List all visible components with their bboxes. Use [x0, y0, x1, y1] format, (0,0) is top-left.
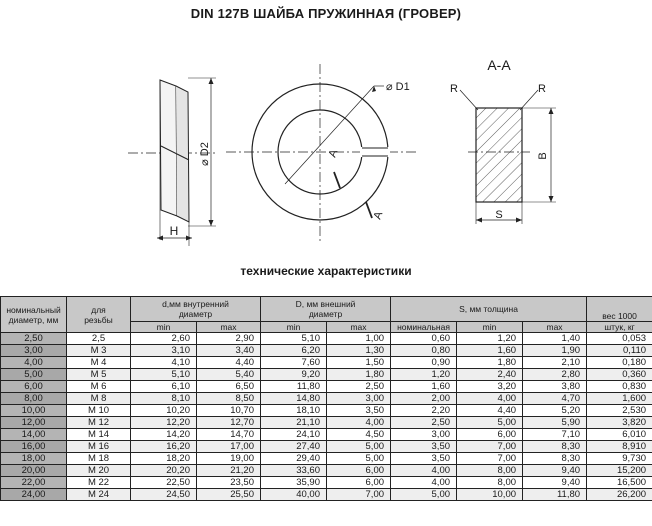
cell-s-min: 4,40 [457, 405, 523, 417]
cell-D-min: 40,00 [261, 489, 327, 501]
cell-weight: 3,820 [587, 417, 652, 429]
cell-D-min: 9,20 [261, 369, 327, 381]
cell-d-max: 14,70 [197, 429, 261, 441]
label-s: S [495, 209, 503, 221]
cell-D-min: 21,10 [261, 417, 327, 429]
table-row [1, 405, 652, 417]
cell-thread: М 8 [67, 393, 131, 405]
cell-nominal-diameter: 20,00 [1, 465, 67, 477]
table-row [1, 357, 652, 369]
cell-s-nominal: 3,50 [391, 441, 457, 453]
cell-d-max: 12,70 [197, 417, 261, 429]
cell-d-max: 2,90 [197, 333, 261, 345]
cell-d-min: 4,10 [131, 357, 197, 369]
cell-s-max: 8,30 [523, 453, 587, 465]
cell-s-min: 10,00 [457, 489, 523, 501]
cell-D-min: 5,10 [261, 333, 327, 345]
cell-D-max: 6,00 [327, 465, 391, 477]
cell-D-max: 6,00 [327, 477, 391, 489]
header-s-min: min [457, 322, 523, 333]
header-D-max: max [327, 322, 391, 333]
cell-s-nominal: 1,60 [391, 381, 457, 393]
header-s-nominal: номинальная [391, 322, 457, 333]
cell-D-min: 24,10 [261, 429, 327, 441]
table-row [1, 453, 652, 465]
cell-d-min: 20,20 [131, 465, 197, 477]
cell-weight: 15,200 [587, 465, 652, 477]
spec-table-body [1, 333, 652, 501]
cell-D-min: 18,10 [261, 405, 327, 417]
cell-weight: 0,180 [587, 357, 652, 369]
table-row [1, 441, 652, 453]
cell-d-min: 14,20 [131, 429, 197, 441]
cell-thread: М 16 [67, 441, 131, 453]
cell-s-max: 9,40 [523, 465, 587, 477]
table-row [1, 429, 652, 441]
cell-s-max: 2,10 [523, 357, 587, 369]
cell-thread: М 14 [67, 429, 131, 441]
cell-D-max: 2,50 [327, 381, 391, 393]
cell-D-max: 4,50 [327, 429, 391, 441]
cell-weight: 2,530 [587, 405, 652, 417]
cell-d-max: 8,50 [197, 393, 261, 405]
label-b: B [537, 152, 549, 160]
cell-d-max: 25,50 [197, 489, 261, 501]
cell-thread: М 6 [67, 381, 131, 393]
cell-thread: М 22 [67, 477, 131, 489]
cell-d-min: 5,10 [131, 369, 197, 381]
cell-D-min: 35,90 [261, 477, 327, 489]
cell-d-min: 3,10 [131, 345, 197, 357]
cell-d-max: 5,40 [197, 369, 261, 381]
table-row [1, 477, 652, 489]
header-d-min: min [131, 322, 197, 333]
cell-d-max: 3,40 [197, 345, 261, 357]
cell-s-min: 4,00 [457, 393, 523, 405]
cell-thread: М 3 [67, 345, 131, 357]
cut-label-bottom: A [371, 210, 386, 222]
table-row [1, 465, 652, 477]
cell-D-max: 1,50 [327, 357, 391, 369]
cell-s-min: 7,00 [457, 453, 523, 465]
cell-D-max: 5,00 [327, 453, 391, 465]
cell-nominal-diameter: 4,00 [1, 357, 67, 369]
cell-s-max: 11,80 [523, 489, 587, 501]
cell-s-max: 5,90 [523, 417, 587, 429]
cell-weight: 16,500 [587, 477, 652, 489]
table-row [1, 333, 652, 345]
cell-s-nominal: 4,00 [391, 477, 457, 489]
cell-thread: М 12 [67, 417, 131, 429]
header-weight-unit: штук, кг [587, 322, 652, 333]
cell-weight: 0,360 [587, 369, 652, 381]
cell-nominal-diameter: 22,00 [1, 477, 67, 489]
cell-s-min: 5,00 [457, 417, 523, 429]
cell-d-max: 6,50 [197, 381, 261, 393]
header-s-max: max [523, 322, 587, 333]
cell-nominal-diameter: 24,00 [1, 489, 67, 501]
cell-d-min: 16,20 [131, 441, 197, 453]
cell-weight: 9,730 [587, 453, 652, 465]
cell-nominal-diameter: 16,00 [1, 441, 67, 453]
cell-d-min: 18,20 [131, 453, 197, 465]
cell-D-max: 5,00 [327, 441, 391, 453]
cell-s-min: 1,80 [457, 357, 523, 369]
cell-nominal-diameter: 10,00 [1, 405, 67, 417]
cell-s-nominal: 2,20 [391, 405, 457, 417]
label-h: H [169, 224, 179, 238]
cell-s-nominal: 3,50 [391, 453, 457, 465]
cell-D-min: 27,40 [261, 441, 327, 453]
cell-s-max: 8,30 [523, 441, 587, 453]
cell-D-min: 29,40 [261, 453, 327, 465]
cell-s-nominal: 4,00 [391, 465, 457, 477]
header-thickness: S, мм толщина [391, 297, 587, 322]
cell-s-min: 2,40 [457, 369, 523, 381]
cell-thread: М 5 [67, 369, 131, 381]
cell-s-max: 1,90 [523, 345, 587, 357]
cell-D-max: 3,50 [327, 405, 391, 417]
cell-d-max: 23,50 [197, 477, 261, 489]
header-inner-diameter: d,мм внутренний диаметр [131, 297, 261, 322]
cell-D-max: 4,00 [327, 417, 391, 429]
cell-d-min: 8,10 [131, 393, 197, 405]
technical-drawing [0, 28, 652, 260]
cell-D-min: 6,20 [261, 345, 327, 357]
cell-nominal-diameter: 3,00 [1, 345, 67, 357]
header-weight: вес 1000 [587, 297, 652, 322]
cell-nominal-diameter: 18,00 [1, 453, 67, 465]
cell-weight: 8,910 [587, 441, 652, 453]
cell-s-min: 8,00 [457, 477, 523, 489]
cell-D-max: 1,00 [327, 333, 391, 345]
cell-d-max: 21,20 [197, 465, 261, 477]
table-row [1, 369, 652, 381]
cell-s-min: 3,20 [457, 381, 523, 393]
cell-d-min: 6,10 [131, 381, 197, 393]
cell-s-nominal: 1,20 [391, 369, 457, 381]
cell-thread: 2,5 [67, 333, 131, 345]
cell-thread: М 4 [67, 357, 131, 369]
cell-d-min: 24,50 [131, 489, 197, 501]
cell-s-nominal: 0,80 [391, 345, 457, 357]
cell-nominal-diameter: 14,00 [1, 429, 67, 441]
cell-thread: М 18 [67, 453, 131, 465]
header-thread: для резьбы [67, 297, 131, 333]
cell-weight: 0,053 [587, 333, 652, 345]
cell-s-nominal: 3,00 [391, 429, 457, 441]
cell-s-max: 4,70 [523, 393, 587, 405]
header-nominal-diameter: номинальный диаметр, мм [1, 297, 67, 333]
cell-d-min: 22,50 [131, 477, 197, 489]
cell-d-min: 12,20 [131, 417, 197, 429]
spec-table-header [1, 297, 652, 333]
cell-s-min: 8,00 [457, 465, 523, 477]
cell-s-min: 1,60 [457, 345, 523, 357]
table-row [1, 345, 652, 357]
cell-D-min: 11,80 [261, 381, 327, 393]
section-subtitle: технические характеристики [240, 264, 412, 278]
cell-D-min: 14,80 [261, 393, 327, 405]
cell-D-min: 7,60 [261, 357, 327, 369]
header-outer-diameter: D, мм внешний диаметр [261, 297, 391, 322]
cell-D-max: 1,80 [327, 369, 391, 381]
cell-nominal-diameter: 5,00 [1, 369, 67, 381]
cell-s-nominal: 2,50 [391, 417, 457, 429]
cell-weight: 6,010 [587, 429, 652, 441]
label-r-left: R [450, 83, 458, 95]
cell-s-max: 1,40 [523, 333, 587, 345]
label-d2: ⌀ D2 [199, 142, 211, 166]
cell-s-nominal: 0,60 [391, 333, 457, 345]
cut-label-top: A [326, 148, 341, 160]
label-d1: ⌀ D1 [386, 81, 410, 93]
cell-D-min: 33,60 [261, 465, 327, 477]
header-d-max: max [197, 322, 261, 333]
cell-d-max: 4,40 [197, 357, 261, 369]
table-row [1, 381, 652, 393]
cell-s-max: 2,80 [523, 369, 587, 381]
spec-table [0, 296, 652, 501]
cell-thread: М 20 [67, 465, 131, 477]
cell-nominal-diameter: 6,00 [1, 381, 67, 393]
header-D-min: min [261, 322, 327, 333]
cell-d-max: 10,70 [197, 405, 261, 417]
cell-weight: 26,200 [587, 489, 652, 501]
cell-weight: 0,110 [587, 345, 652, 357]
section-label: A-A [487, 57, 511, 73]
cell-d-min: 10,20 [131, 405, 197, 417]
cell-nominal-diameter: 2,50 [1, 333, 67, 345]
cell-thread: М 10 [67, 405, 131, 417]
cell-D-max: 7,00 [327, 489, 391, 501]
table-row [1, 393, 652, 405]
table-row [1, 417, 652, 429]
cell-d-max: 19,00 [197, 453, 261, 465]
cell-nominal-diameter: 8,00 [1, 393, 67, 405]
label-r-right: R [538, 83, 546, 95]
cell-D-max: 3,00 [327, 393, 391, 405]
cell-d-min: 2,60 [131, 333, 197, 345]
table-row [1, 489, 652, 501]
cell-weight: 1,600 [587, 393, 652, 405]
cell-thread: М 24 [67, 489, 131, 501]
cell-s-max: 9,40 [523, 477, 587, 489]
cell-s-max: 7,10 [523, 429, 587, 441]
page-title: DIN 127B ШАЙБА ПРУЖИННАЯ (ГРОВЕР) [190, 6, 462, 21]
cell-s-min: 1,20 [457, 333, 523, 345]
cell-d-max: 17,00 [197, 441, 261, 453]
cell-D-max: 1,30 [327, 345, 391, 357]
cell-s-nominal: 0,90 [391, 357, 457, 369]
cell-s-nominal: 2,00 [391, 393, 457, 405]
cell-weight: 0,830 [587, 381, 652, 393]
cell-s-max: 3,80 [523, 381, 587, 393]
cell-s-nominal: 5,00 [391, 489, 457, 501]
cell-s-min: 6,00 [457, 429, 523, 441]
cell-s-min: 7,00 [457, 441, 523, 453]
cell-s-max: 5,20 [523, 405, 587, 417]
cell-nominal-diameter: 12,00 [1, 417, 67, 429]
